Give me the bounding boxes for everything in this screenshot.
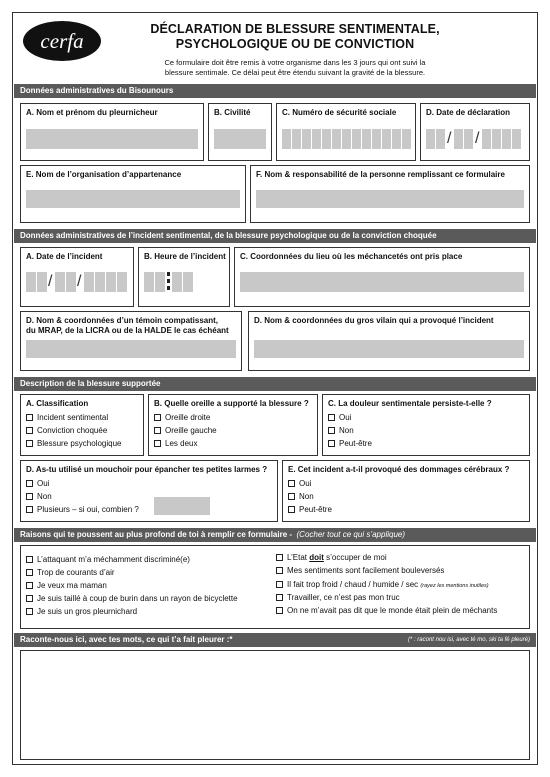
- date-cell[interactable]: [436, 129, 445, 149]
- responsible-input[interactable]: [256, 190, 524, 208]
- pain-option[interactable]: Non: [328, 426, 354, 436]
- pain-option[interactable]: Oui: [328, 413, 351, 423]
- date-cell[interactable]: [95, 272, 105, 292]
- form-title: DÉCLARATION DE BLESSURE SENTIMENTALE, PSYCHOLOGIQUE OU DE CONVICTION: [150, 22, 440, 51]
- date-cell[interactable]: [454, 129, 463, 149]
- ssn-cell[interactable]: [372, 129, 381, 149]
- logo-text: cerfa: [40, 29, 84, 53]
- field-classification: A. Classification Incident sentimental Conviction choquée Blessure psychologique: [20, 394, 144, 456]
- reason-option[interactable]: On ne m’avait pas dit que le monde était plein de méchants: [276, 606, 497, 616]
- reason-option[interactable]: L’attaquant m’a méchamment discriminé(e): [26, 555, 190, 565]
- field-brain-damage: E. Cet incident a-t-il provoqué des dommages cérébraux ? Oui Non Peut-être: [282, 460, 530, 522]
- date-cell[interactable]: [37, 272, 47, 292]
- ear-option[interactable]: Oreille gauche: [154, 426, 217, 436]
- time-cell[interactable]: [183, 272, 193, 292]
- field-b-civility: B. Civilité: [208, 103, 272, 161]
- field-ear: B. Quelle oreille a supporté la blessure ? Oreille droite Oreille gauche Les deux: [148, 394, 318, 456]
- ssn-cell[interactable]: [342, 129, 351, 149]
- date-cell[interactable]: [26, 272, 36, 292]
- tissue-count-input[interactable]: [154, 497, 210, 515]
- field-f-responsible: F. Nom & responsabilité de la personne remplissant ce formulaire: [250, 165, 530, 223]
- date-cell[interactable]: [512, 129, 521, 149]
- form-subtitle: Ce formulaire doit être remis à votre organisme dans les 3 jours qui ont suivi la blessure sentimale. Ce délai peut être étendu suivant la gravité de la blessure.: [164, 58, 426, 77]
- reason-option[interactable]: Je suis un gros pleurnichard: [26, 607, 137, 617]
- classification-option[interactable]: Incident sentimental: [26, 413, 108, 423]
- reason-option[interactable]: L’Etat doit s’occuper de moi: [276, 553, 387, 563]
- ssn-cell[interactable]: [362, 129, 371, 149]
- time-cell[interactable]: [172, 272, 182, 292]
- classification-option[interactable]: Blessure psychologique: [26, 439, 122, 449]
- field-a-name: A. Nom et prénom du pleurnicheur: [20, 103, 204, 161]
- ssn-cell[interactable]: [392, 129, 401, 149]
- date-cell[interactable]: [482, 129, 491, 149]
- date-cell[interactable]: [426, 129, 435, 149]
- ear-option[interactable]: Oreille droite: [154, 413, 210, 423]
- reason-option[interactable]: Trop de courants d’air: [26, 568, 115, 578]
- pain-option[interactable]: Peut-être: [328, 439, 372, 449]
- time-cell[interactable]: [144, 272, 154, 292]
- field-incident-time: B. Heure de l’incident: [138, 247, 230, 307]
- ssn-cell[interactable]: [402, 129, 411, 149]
- section-header-story: Raconte-nous ici, avec tes mots, ce qui t’a fait pleurer :* (* : racont nou isi, avec té mo, ski ta fé pleuré): [14, 633, 536, 647]
- ssn-cell[interactable]: [382, 129, 391, 149]
- location-input[interactable]: [240, 272, 524, 292]
- field-incident-date: A. Date de l’incident / /: [20, 247, 134, 307]
- ssn-cell[interactable]: [292, 129, 301, 149]
- ssn-cell[interactable]: [282, 129, 291, 149]
- ssn-cell[interactable]: [352, 129, 361, 149]
- brain-option[interactable]: Peut-être: [288, 505, 332, 515]
- reason-option[interactable]: Je veux ma maman: [26, 581, 107, 591]
- time-separator: [167, 272, 170, 292]
- civility-input[interactable]: [214, 129, 266, 149]
- date-cell[interactable]: [66, 272, 76, 292]
- field-witness: [20, 311, 242, 371]
- brain-option[interactable]: Non: [288, 492, 314, 502]
- section-header-bisounours: Données administratives du Bisounours: [14, 84, 536, 98]
- classification-option[interactable]: Conviction choquée: [26, 426, 107, 436]
- section-header-description: Description de la blessure supportée: [14, 377, 536, 391]
- name-input[interactable]: [26, 129, 198, 149]
- section-header-incident: Données administratives de l’incident sentimental, de la blessure psychologique ou de la conviction choquée: [14, 229, 536, 243]
- witness-input[interactable]: [26, 340, 236, 358]
- date-cell[interactable]: [502, 129, 511, 149]
- date-separator: /: [48, 273, 53, 290]
- section-header-reasons: Raisons qui te poussent au plus profond de toi à remplir ce formulaire - (Cocher tout ce qui s’applique): [14, 528, 536, 542]
- date-cell[interactable]: [117, 272, 127, 292]
- ssn-cell[interactable]: [332, 129, 341, 149]
- reason-option[interactable]: Travailler, ce n’est pas mon truc: [276, 593, 400, 603]
- ear-option[interactable]: Les deux: [154, 439, 197, 449]
- ssn-cell[interactable]: [312, 129, 321, 149]
- field-c-ssn: C. Numéro de sécurité sociale: [276, 103, 416, 161]
- reason-option[interactable]: Mes sentiments sont facilement bouleversés: [276, 566, 444, 576]
- field-incident-location: C. Coordonnées du lieu où les méchancetés ont pris place: [234, 247, 530, 307]
- field-e-organisation: E. Nom de l’organisation d’appartenance: [20, 165, 246, 223]
- time-cell[interactable]: [155, 272, 165, 292]
- organisation-input[interactable]: [26, 190, 240, 208]
- date-cell[interactable]: [492, 129, 501, 149]
- ssn-cell[interactable]: [322, 129, 331, 149]
- ssn-cell[interactable]: [302, 129, 311, 149]
- reason-option[interactable]: Je suis taillé à coup de burin dans un rayon de bicyclette: [26, 594, 238, 604]
- date-separator: /: [77, 273, 82, 290]
- date-separator: /: [447, 130, 452, 147]
- field-d-date: D. Date de déclaration / /: [420, 103, 530, 161]
- reason-option[interactable]: Il fait trop froid / chaud / humide / sec (rayez les mentions inutiles): [276, 580, 489, 591]
- date-cell[interactable]: [464, 129, 473, 149]
- field-offender: D. Nom & coordonnées du gros vilain qui a provoqué l’incident: [248, 311, 530, 371]
- date-separator: /: [475, 130, 480, 147]
- tissue-option[interactable]: Oui: [26, 479, 49, 489]
- date-cell[interactable]: [55, 272, 65, 292]
- date-cell[interactable]: [106, 272, 116, 292]
- tissue-option[interactable]: Non: [26, 492, 52, 502]
- brain-option[interactable]: Oui: [288, 479, 311, 489]
- tissue-option[interactable]: Plusieurs – si oui, combien ?: [26, 505, 139, 515]
- story-textarea[interactable]: [20, 650, 530, 760]
- field-tissue: D. As-tu utilisé un mouchoir pour épancher tes petites larmes ? Oui Non Plusieurs – si oui, combien ?: [20, 460, 278, 522]
- reasons-box: [20, 545, 530, 629]
- offender-input[interactable]: [254, 340, 524, 358]
- witness-label: D. Nom & coordonnées d’un témoin compatissant, du MRAP, de la LICRA ou de la HALDE le cas échéant: [26, 316, 229, 335]
- date-cell[interactable]: [84, 272, 94, 292]
- cerfa-logo: [22, 20, 102, 62]
- field-pain-persists: C. La douleur sentimentale persiste-t-elle ? Oui Non Peut-être: [322, 394, 530, 456]
